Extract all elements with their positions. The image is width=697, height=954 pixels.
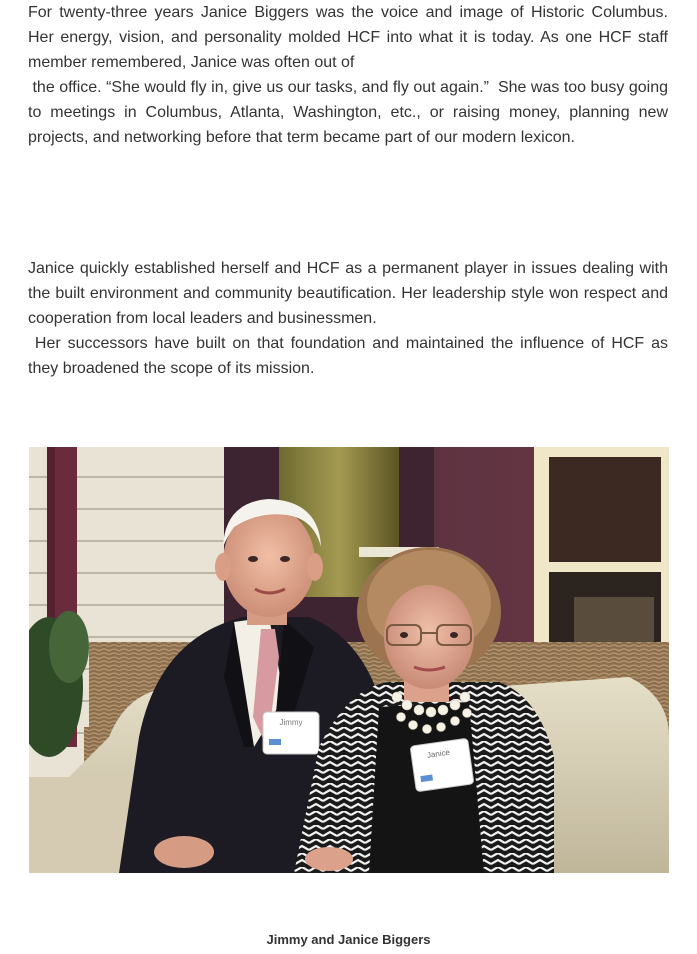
photo-illustration: [29, 447, 669, 873]
text-line: Janice quickly established herself and HCF as a permanent player in issues dealing with: [28, 260, 668, 277]
text-line: Her energy, vision, and personality molded HCF into what it is today. As one HCF staff: [28, 29, 668, 46]
paragraph-intro: [28, 0, 668, 150]
text-line: they broadened the scope of its mission.: [28, 360, 315, 377]
paragraph-legacy: [28, 256, 668, 381]
text-line: For twenty-three years Janice Biggers was the voice and image of Historic Columbus.: [28, 4, 668, 21]
text-line: member remembered, Janice was often out of: [28, 54, 355, 71]
text-line: the built environment and community beautification. Her leadership style won respect and: [28, 285, 668, 302]
name-badge-janice: Janice: [426, 747, 451, 760]
text-line: projects, and networking before that term became part of our modern lexicon.: [28, 129, 575, 146]
text-line: the office. “She would fly in, give us our tasks, and fly out again.” She was too busy going: [28, 79, 668, 96]
photo-caption: Jimmy and Janice Biggers: [266, 932, 431, 947]
text-line: cooperation from local leaders and businessmen.: [28, 310, 377, 327]
text-line: Her successors have built on that foundation and maintained the influence of HCF as: [28, 335, 668, 352]
name-badge-jimmy: Jimmy: [279, 718, 303, 727]
couple-photo: [29, 447, 669, 873]
text-line: to meetings in Columbus, Atlanta, Washington, etc., or raising money, planning new: [28, 104, 668, 121]
